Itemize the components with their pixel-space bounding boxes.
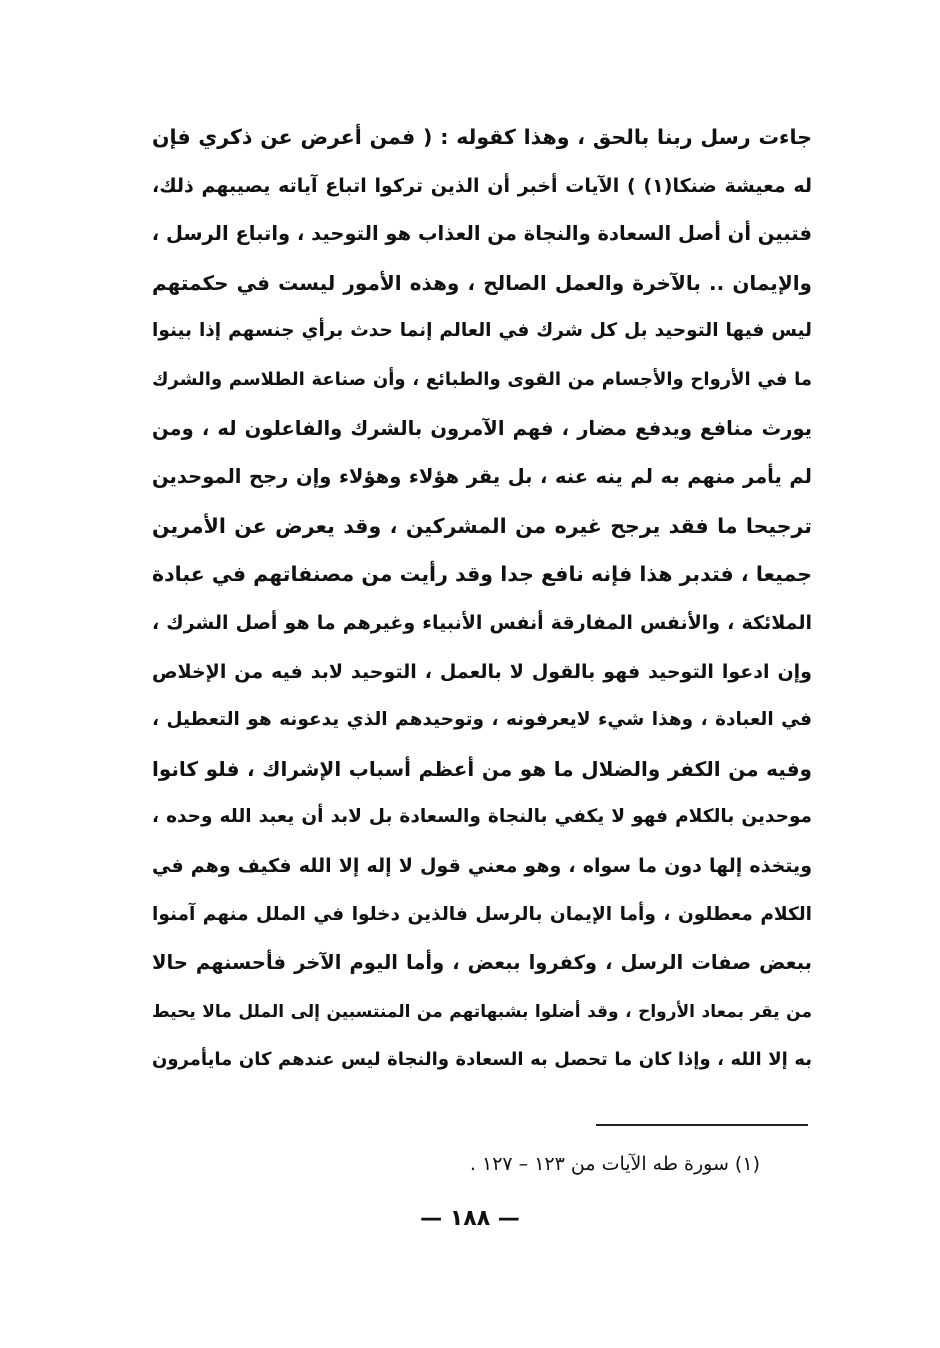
text-line: له معيشة ضنكا(١) ) الآيات أخبر أن الذين تركوا اتباع آياته يصيبهم ذلك، bbox=[152, 174, 812, 197]
text-line: ببعض صفات الرسل ، وكفروا ببعض ، وأما اليوم الآخر فأحسنهم حالا bbox=[152, 951, 812, 975]
text-line: الملائكة ، والأنفس المفارقة أنفس الأنبياء وغيرهم ما هو أصل الشرك ، bbox=[152, 611, 812, 634]
text-line: من يقر بمعاد الأرواح ، وقد أضلوا بشبهاتهم من المنتسبين إلى الملل مالا يحيط bbox=[152, 1001, 812, 1022]
text-line: الكلام معطلون ، وأما الإيمان بالرسل فالذين دخلوا في الملل منهم آمنوا bbox=[152, 903, 812, 925]
text-line: وفيه من الكفر والضلال ما هو من أعظم أسباب الإشراك ، فلو كانوا bbox=[152, 756, 812, 781]
text-line: ويتخذه إلها دون ما سواه ، وهو معني قول لا إله إلا الله فكيف وهم في bbox=[152, 854, 812, 877]
page-number: — ١٨٨ — bbox=[420, 1206, 520, 1231]
text-line: يورث منافع ويدفع مضار ، فهم الآمرون بالشرك والفاعلون له ، ومن bbox=[152, 416, 812, 440]
text-line: في العبادة ، وهذا شيء لايعرفونه ، وتوحيدهم الذي يدعونه هو التعطيل ، bbox=[152, 709, 812, 731]
text-line: فتبين أن أصل السعادة والنجاة من العذاب هو التوحيد ، واتباع الرسل ، bbox=[152, 222, 812, 246]
text-line: والإيمان .. بالآخرة والعمل الصالح ، وهذه الأمور ليست في حكمتهم bbox=[152, 270, 812, 295]
body-text bbox=[152, 113, 812, 1085]
text-line: ليس فيها التوحيد بل كل شرك في العالم إنما حدث برأي جنسهم إذا بينوا bbox=[152, 320, 812, 342]
text-line: ما في الأرواح والأجسام من القوى والطبائع ، وأن صناعة الطلاسم والشرك bbox=[152, 368, 812, 390]
text-line: جاءت رسل ربنا بالحق ، وهذا كقوله : ( فمن أعرض عن ذكري فإن bbox=[152, 125, 812, 149]
text-line: ترجيحا ما فقد يرجح غيره من المشركين ، وقد يعرض عن الأمرين bbox=[152, 513, 812, 538]
footnote-separator bbox=[596, 1124, 808, 1126]
text-line: به إلا الله ، وإذا كان ما تحصل به السعادة والنجاة ليس عندهم كان مايأمرون bbox=[152, 1049, 812, 1071]
text-line: لم يأمر منهم به لم ينه عنه ، بل يقر هؤلاء وهؤلاء وإن رجح الموحدين bbox=[152, 465, 812, 489]
text-line: موحدين بالكلام فهو لا يكفي بالنجاة والسعادة بل لابد أن يعبد الله وحده ، bbox=[152, 806, 812, 828]
footnote: (١) سورة طه الآيات من ١٢٣ – ١٢٧ . bbox=[469, 1153, 760, 1175]
text-line: جميعا ، فتدبر هذا فإنه نافع جدا وقد رأيت من مصنفاتهم في عبادة bbox=[152, 562, 812, 587]
text-line: وإن ادعوا التوحيد فهو بالقول لا بالعمل ، التوحيد لابد فيه من الإخلاص bbox=[152, 660, 812, 683]
